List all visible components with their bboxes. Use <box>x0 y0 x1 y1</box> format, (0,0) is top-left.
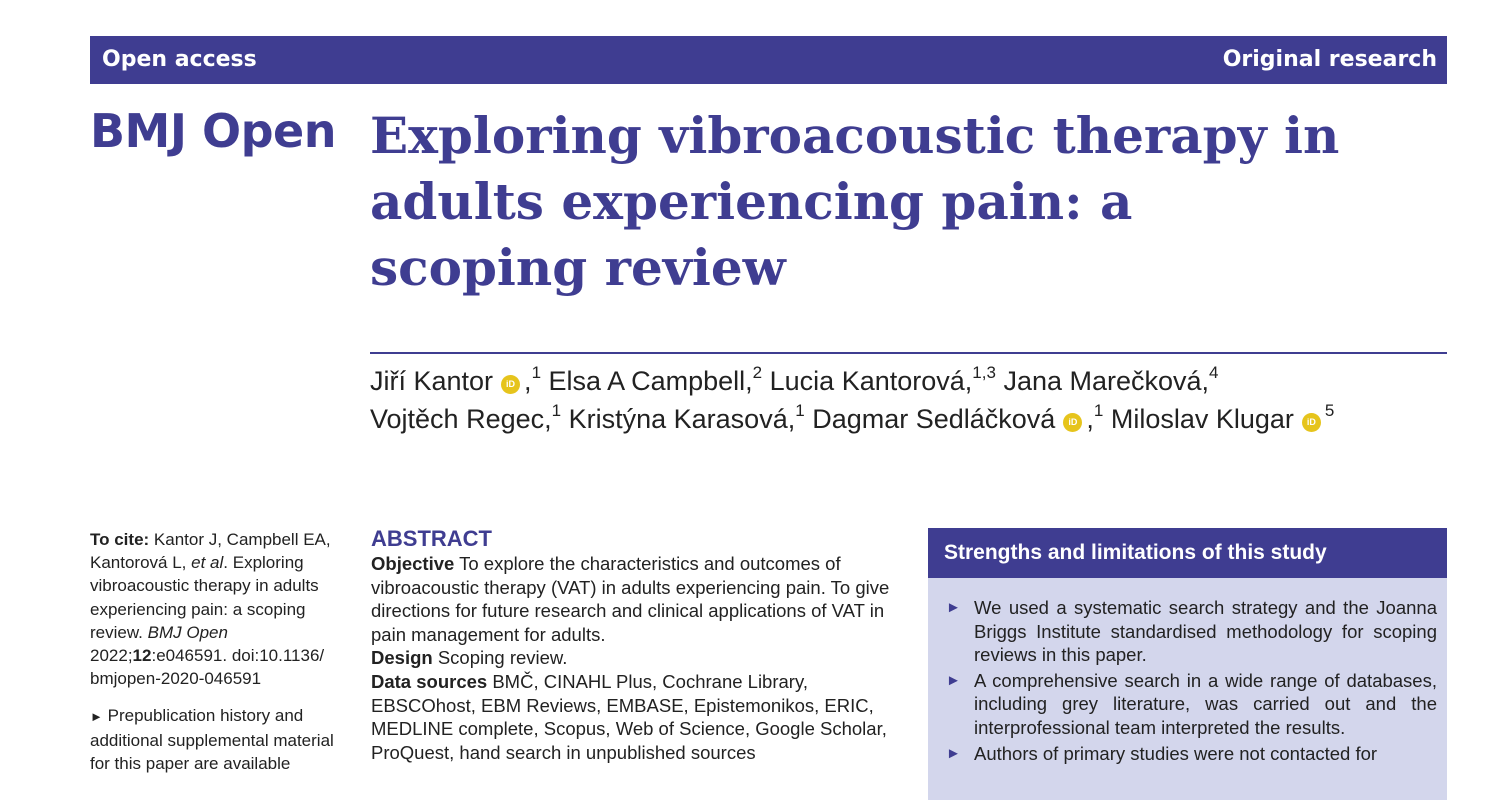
triangle-bullet-icon: ► <box>946 744 961 762</box>
citation-etal: et al <box>191 553 224 573</box>
abstract <box>371 526 896 764</box>
affiliation-number: 1 <box>551 401 562 420</box>
objective-text: To explore the characteristics and outcomes of vibroacoustic therapy (VAT) in adults experiencing pain. To give directions for future research and clinical applications of VAT in pain management for adults. <box>371 553 890 645</box>
header-bar <box>90 36 1447 84</box>
citation-authors: Kantor J, Campbell EA, Kantorová L, <box>90 530 331 573</box>
list-item-text: A comprehensive search in a wide range of databases, including grey literature, was carried out and the interprofessional team interpreted the results. <box>974 669 1437 738</box>
author-name[interactable]: Kristýna Karasová, <box>568 404 796 434</box>
author-name[interactable]: Jiří Kantor <box>370 366 494 396</box>
citation-body: . Exploring vibroacoustic therapy in adults experiencing pain: a scoping review. <box>90 553 319 642</box>
article-category: Original research <box>1222 47 1437 72</box>
affiliation-number: 1 <box>795 401 805 420</box>
author-comma: , <box>524 366 532 396</box>
title-line: scoping review <box>370 238 786 297</box>
list-item-text: Authors of primary studies were not contacted for <box>974 742 1378 764</box>
abstract-data-sources <box>371 670 896 764</box>
abstract-objective <box>371 552 896 646</box>
author-list <box>370 362 1450 438</box>
author-name[interactable]: Miloslav Klugar <box>1110 404 1294 434</box>
author-name[interactable]: Jana Marečková, <box>1003 366 1210 396</box>
triangle-bullet-icon: ► <box>946 671 961 689</box>
orcid-icon[interactable]: iD <box>1302 413 1321 432</box>
citation-year: 2022; <box>90 646 133 666</box>
strengths-limitations-box <box>928 528 1447 800</box>
box-heading: Strengths and limitations of this study <box>928 528 1447 578</box>
affiliation-number: 4 <box>1209 363 1219 382</box>
article-title <box>370 103 1430 301</box>
journal-logo: BMJ Open <box>90 104 336 158</box>
data-sources-text: BMČ, CINAHL Plus, Cochrane Library, EBSCOhost, EBM Reviews, EMBASE, Epistemonikos, ERIC, MEDLINE complete, Scopus, Web of Science, Google Scholar, ProQuest, hand search in unpublished sources <box>371 670 887 763</box>
strengths-list <box>928 578 1447 765</box>
title-line: adults experiencing pain: a <box>370 172 1133 231</box>
prepub-text: Prepublication history and additional supplemental material for this paper are available <box>90 706 334 773</box>
design-text: Scoping review. <box>437 647 568 669</box>
abstract-design <box>371 646 896 670</box>
list-item <box>946 596 1437 667</box>
author-comma: , <box>1086 404 1094 434</box>
affiliation-number: 1 <box>531 363 542 382</box>
affiliation-number: 2 <box>752 363 763 382</box>
list-item <box>946 669 1437 740</box>
abstract-heading: ABSTRACT <box>371 526 492 551</box>
list-item <box>946 742 1437 766</box>
author-name[interactable]: Lucia Kantorová, <box>769 366 973 396</box>
data-sources-label: Data sources <box>371 670 488 692</box>
citation-sidebar <box>90 528 352 789</box>
list-item-text: We used a systematic search strategy and the Joanna Briggs Institute standardised methodology for scoping reviews in this paper. <box>974 597 1437 666</box>
affiliation-number: 1,3 <box>972 363 996 382</box>
author-line <box>370 362 1450 400</box>
citation-doi[interactable]: :e046591. doi:10.1136/ bmjopen-2020-046591 <box>90 646 325 689</box>
citation-label: To cite: <box>90 530 150 549</box>
author-name[interactable]: Vojtěch Regec, <box>370 404 552 434</box>
affiliation-number: 1 <box>1093 401 1104 420</box>
author-name[interactable]: Dagmar Sedláčková <box>812 404 1056 434</box>
author-name[interactable]: Elsa A Campbell, <box>548 366 753 396</box>
open-access-label: Open access <box>102 47 257 72</box>
citation-text <box>90 528 352 690</box>
design-label: Design <box>371 647 433 669</box>
affiliation-number: 5 <box>1324 401 1335 420</box>
triangle-bullet-icon: ► <box>946 599 961 616</box>
title-divider <box>370 352 1447 354</box>
title-line: Exploring vibroacoustic therapy in <box>370 106 1340 165</box>
orcid-icon[interactable]: iD <box>501 375 520 394</box>
author-line <box>370 400 1450 438</box>
orcid-icon[interactable]: iD <box>1063 413 1082 432</box>
triangle-bullet-icon: ► <box>90 709 103 725</box>
citation-journal: BMJ Open <box>147 622 228 642</box>
prepub-note <box>90 704 352 775</box>
citation-volume: 12 <box>132 646 152 666</box>
objective-label: Objective <box>371 553 455 574</box>
